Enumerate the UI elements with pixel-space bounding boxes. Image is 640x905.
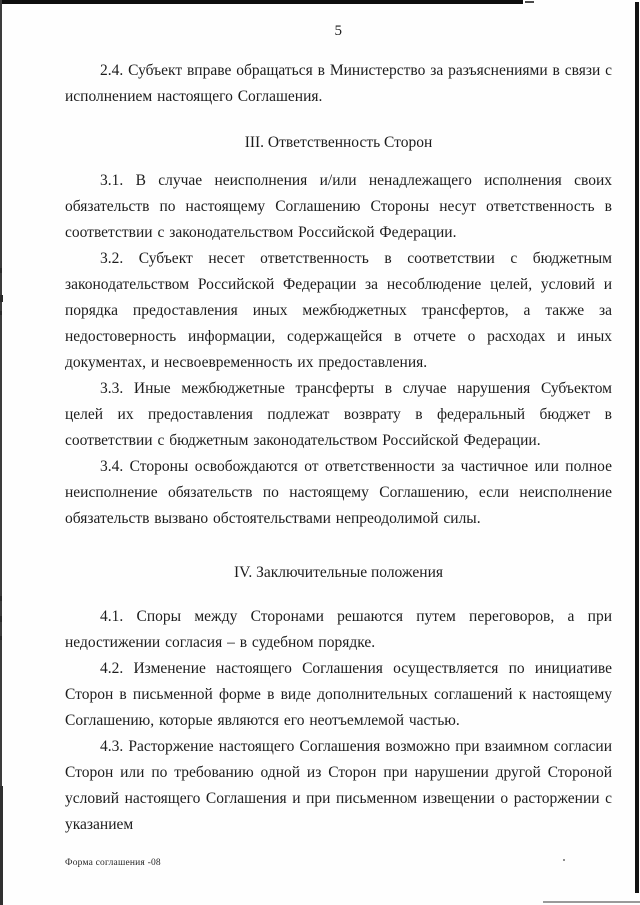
scan-artifact-right-edge — [635, 2, 639, 893]
scan-artifact-bottom-line — [543, 901, 640, 903]
paragraph-2-4: 2.4. Субъект вправе обращаться в Министерство за разъяснениями в связи с исполнением настоящего Соглашения. — [65, 62, 613, 105]
footer-form-label: Форма соглашения -08 — [65, 858, 161, 868]
paragraph-4-3: 4.3. Расторжение настоящего Соглашения возможно при взаимном согласии Сторон или по требованию одной из Сторон при нарушении другой Стороной условий настоящего Соглашения и при письменном извещении о расторжении с указанием — [65, 738, 612, 833]
scan-speck — [0, 596, 2, 601]
paragraph-3-4: 3.4. Стороны освобождаются от ответственности за частичное или полное неисполнение обязательств по настоящему Соглашению, если неисполнение обязательств вызвано обстоятельствами непреодолимой силы. — [65, 458, 612, 527]
scan-speck — [0, 786, 3, 905]
paragraph-4-1: 4.1. Споры между Сторонами решаются путем переговоров, а при недостижении согласия – в судебном порядке. — [65, 608, 612, 651]
section-heading-iii: III. Ответственность Сторон — [244, 134, 433, 151]
section-heading-iv: IV. Заключительные положения — [233, 564, 444, 581]
paragraph-3-3: 3.3. Иные межбюджетные трансферты в случае нарушения Субъектом целей их предоставления подлежат возврату в федеральный бюджет в соответствии с бюджетным законодательством Российской Федерации. — [65, 380, 612, 449]
paragraph-3-2: 3.2. Субъект несет ответственность в соответствии с бюджетным законодательством Российской Федерации за несоблюдение целей, условий и порядка предоставления иных межбюджетных трансфертов, а также за недостоверность информации, содержащейся в отчете о расходах и иных документах, и несвоевременность их предоставления. — [65, 250, 612, 371]
scan-artifact-left-edge — [0, 0, 2, 905]
scan-speck — [563, 859, 565, 861]
paragraph-4-2: 4.2. Изменение настоящего Соглашения осуществляется по инициативе Сторон в письменной форме в виде дополнительных соглашений к настоящему Соглашению, которые являются его неотъемлемой частью. — [65, 660, 612, 729]
scan-speck — [0, 295, 3, 302]
document-body — [65, 0, 612, 838]
scan-speck — [0, 268, 2, 273]
scan-speck — [0, 311, 2, 315]
scan-speck — [0, 636, 2, 640]
page-number: 5 — [334, 23, 343, 39]
scan-speck — [0, 616, 2, 622]
paragraph-3-1: 3.1. В случае неисполнения и/или ненадлежащего исполнения своих обязательств по настоящему Соглашению Стороны несут ответственность в соответствии с законодательством Российской Федерации. — [65, 172, 612, 241]
